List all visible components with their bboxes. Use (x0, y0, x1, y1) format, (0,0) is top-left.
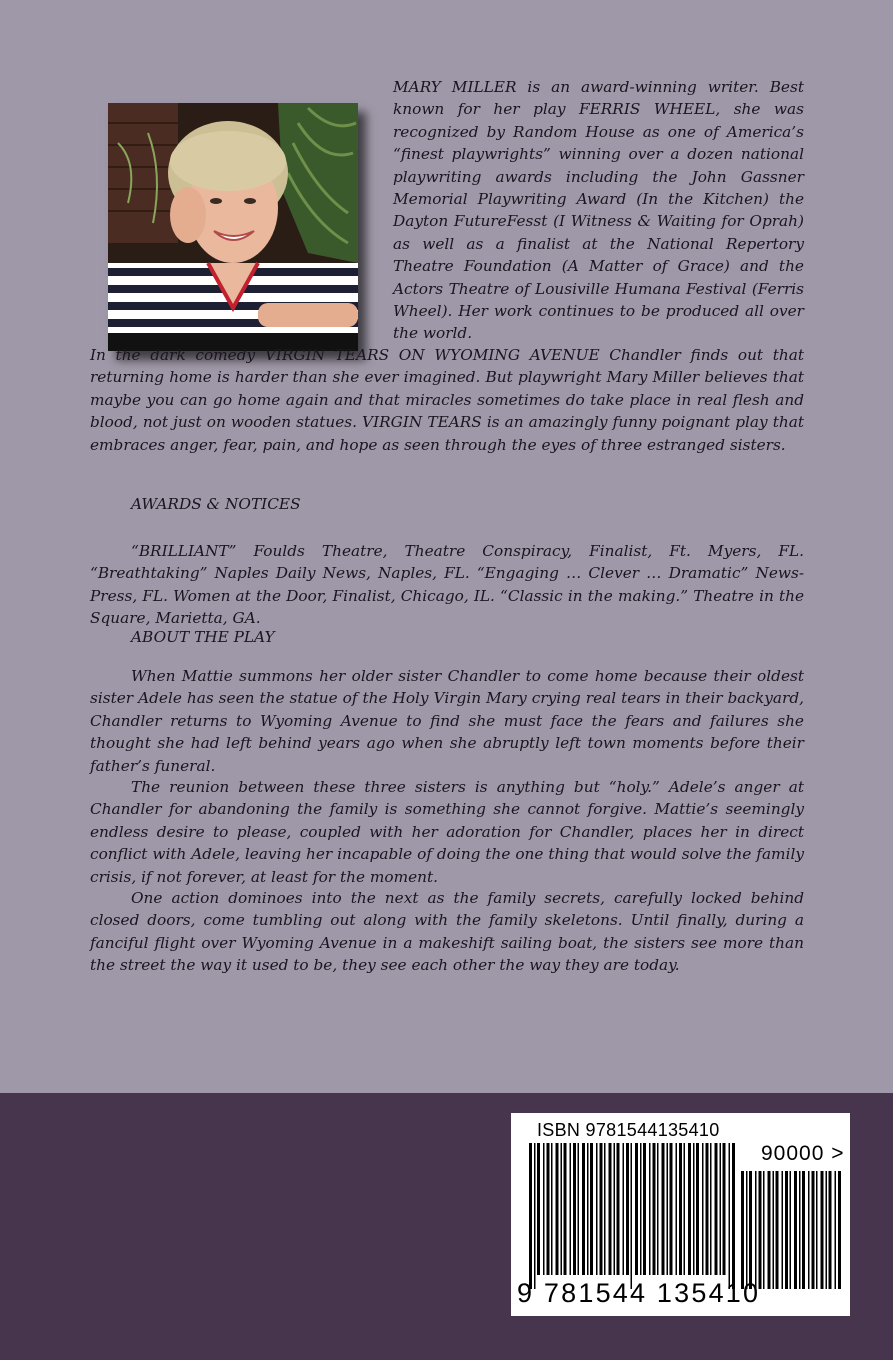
barcode-bar (662, 1143, 665, 1275)
isbn-digits: 9 781544 135410 (517, 1278, 761, 1308)
play-intro-text: In the dark comedy VIRGIN TEARS ON WYOMING AVENUE Chandler finds out that returning home is harder than she ever imagined. But playwright Mary Miller believes that maybe you can go home again and that miracles sometimes do take place in real flesh and blood, not just on wooden statues. VIRGIN TEARS is an amazingly funny poignant play that embraces anger, fear, pain, and hope as seen through the eyes of three estranged sisters. (90, 346, 804, 454)
about-paragraph-2: The reunion between these three sisters is anything but “holy.” Adele’s anger at Chandler for abandoning the family is something she cannot forgive. Mattie’s seemingly endless desire to please, coupled with her adoration for Chandler, places her in direct conflict with Adele, leaving her incapable of doing the one thing that would solve the family crisis, if not forever, at least for the moment. (90, 778, 804, 886)
barcode-bar (578, 1143, 580, 1275)
barcode-bar (799, 1171, 801, 1289)
barcode-bar (543, 1143, 545, 1275)
barcode-bar (667, 1143, 669, 1275)
barcode-bar (755, 1171, 757, 1289)
barcode-bar (590, 1143, 593, 1275)
barcode-bar (631, 1143, 633, 1289)
barcode-bar (534, 1143, 536, 1289)
barcode-bar (551, 1143, 553, 1275)
barcode-bar (587, 1143, 589, 1275)
barcode-bar (688, 1143, 691, 1275)
barcode-bar (573, 1143, 576, 1275)
barcode-bar (710, 1143, 712, 1275)
barcode-bar (785, 1171, 788, 1289)
isbn-label: ISBN 9781544135410 (537, 1120, 720, 1140)
about-paragraph-1: When Mattie summons her older sister Chandler to come home because their oldest sister Adele has seen the statue of the Holy Virgin Mary crying real tears in their backyard, Chandler returns to Wyoming Avenue to find she must face the fears and failures she thought she had left behind years ago when she abruptly left town moments before their father’s funeral. (90, 667, 804, 775)
barcode-bar (670, 1143, 673, 1275)
barcode-bar (763, 1171, 765, 1289)
barcode-bar (561, 1143, 563, 1275)
barcode-bar (794, 1171, 797, 1289)
awards-heading: AWARDS & NOTICES (131, 495, 301, 513)
barcode-bar (614, 1143, 616, 1275)
barcode-bar (653, 1143, 656, 1275)
barcode-bar (640, 1143, 642, 1275)
barcode-bar (732, 1143, 735, 1289)
price-code: 90000 > (761, 1142, 845, 1165)
price-barcode (741, 1171, 841, 1289)
barcode-bar (564, 1143, 567, 1275)
play-intro-paragraph (90, 344, 804, 456)
barcode-bar (696, 1143, 699, 1275)
awards-text: “BRILLIANT” Foulds Theatre, Theatre Conspiracy, Finalist, Ft. Myers, FL. “Breathtaking” Naples Daily News, Naples, FL. “Engaging … Clever … Dramatic” News-Press, FL. Women at the Door, Finalist, Chicago, IL. “Classic in the making.” Theatre in the Square, Marietta, GA. (90, 542, 804, 628)
barcode-bar (537, 1143, 540, 1275)
about-paragraph-3: One action dominoes into the next as the family secrets, carefully locked behind closed doors, come tumbling out along with the family skeletons. Until finally, during a fanciful flight over Wyoming Avenue in a makeshift sailing boat, the sisters see more than the street the way it used to be, they see each other the way they are today. (90, 889, 804, 975)
barcode-bar (776, 1171, 779, 1289)
author-portrait-image (108, 103, 358, 351)
barcode-bar (826, 1171, 828, 1289)
barcode-bar (782, 1171, 784, 1289)
barcode-bar (768, 1171, 771, 1289)
barcode-bar (600, 1143, 603, 1275)
barcode-bar (746, 1171, 748, 1289)
barcode-bar (556, 1143, 559, 1275)
barcode-bar (838, 1171, 841, 1289)
barcode-bar (759, 1171, 762, 1289)
author-photo (108, 103, 358, 351)
barcode-bar (702, 1143, 704, 1275)
barcode-bar (729, 1143, 731, 1289)
barcode-bar (835, 1171, 837, 1289)
barcode-bar (723, 1143, 726, 1275)
barcode-bar (635, 1143, 638, 1275)
barcode-bar (547, 1143, 550, 1275)
barcode-bar (829, 1171, 832, 1289)
barcode-bar (609, 1143, 612, 1275)
barcode-bar (684, 1143, 686, 1275)
barcode-bar (720, 1143, 722, 1275)
about-heading: ABOUT THE PLAY (131, 628, 275, 646)
barcode-bar (715, 1143, 718, 1275)
barcode-bar (676, 1143, 678, 1275)
barcode-bar (604, 1143, 606, 1275)
barcode-bar (790, 1171, 792, 1289)
barcode-bar (529, 1143, 532, 1289)
barcode-bar (657, 1143, 659, 1275)
isbn-barcode (529, 1143, 735, 1289)
barcode-bar (596, 1143, 598, 1275)
barcode-bar (816, 1171, 818, 1289)
barcode-bar (812, 1171, 815, 1289)
barcode-bar (802, 1171, 805, 1289)
barcode-bar (643, 1143, 646, 1275)
barcode-bar (617, 1143, 620, 1275)
barcode-bar (808, 1171, 810, 1289)
barcode-bar (773, 1171, 775, 1289)
author-bio: MARY MILLER is an award-winning writer. Best known for her play FERRIS WHEEL, she was recognized by Random House as one of America’s “finest playwrights” winning over a dozen national playwriting awards including the John Gassner Memorial Playwriting Award (In the Kitchen) the Dayton FutureFesst (I Witness & Waiting for Oprah) as well as a finalist at the National Repertory Theatre Foundation (A Matter of Grace) and the Actors Theatre of Lousiville Humana Festival (Ferris Wheel). Her work continues to be produced all over the world. (393, 78, 804, 343)
barcode-bar (749, 1171, 752, 1289)
barcode-bar (693, 1143, 695, 1275)
barcode-bar (626, 1143, 629, 1275)
barcode-bar (741, 1171, 744, 1289)
barcode-bar (706, 1143, 709, 1275)
barcode-bar (821, 1171, 824, 1289)
barcode-bar (570, 1143, 572, 1275)
barcode-bar (679, 1143, 682, 1275)
barcode-bar (649, 1143, 651, 1275)
barcode-box (511, 1113, 850, 1316)
barcode-bar (582, 1143, 585, 1275)
barcode-bar (623, 1143, 625, 1275)
